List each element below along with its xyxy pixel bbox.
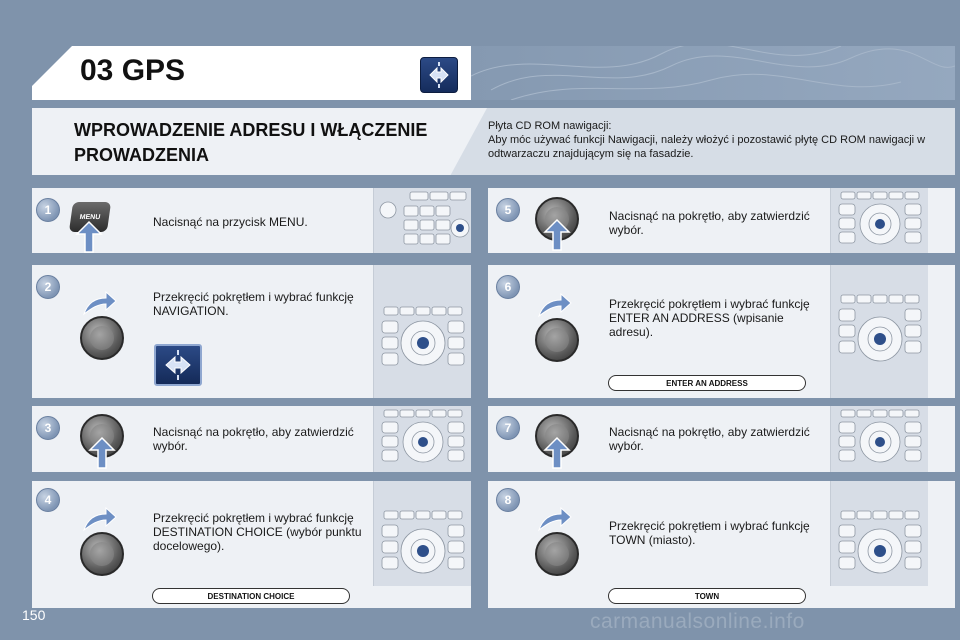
step-instruction: Nacisnąć na przycisk MENU.	[153, 215, 308, 229]
step-instruction: Nacisnąć na pokrętło, aby zatwierdzić wybór.	[609, 209, 810, 237]
note-body: Aby móc używać funkcji Nawigacji, należy włożyć i pozostawić płytę CD ROM nawigacji w odtwarzaczu znajdującym się na fasadzie.	[488, 134, 926, 160]
step-number-badge: 1	[36, 198, 60, 222]
note-title: Płyta CD ROM nawigacji:	[488, 120, 612, 132]
step-instruction: Przekręcić pokrętłem i wybrać funkcję ENTER AN ADDRESS (wpisanie adresu).	[609, 297, 810, 339]
header-decoration	[471, 46, 955, 100]
arrow-up-icon	[74, 220, 104, 259]
arrow-up-icon	[542, 218, 572, 257]
step-instruction: Przekręcić pokrętłem i wybrać funkcję TOWN (miasto).	[609, 519, 810, 547]
step-instruction: Przekręcić pokrętłem i wybrać funkcję DESTINATION CHOICE (wybór punktu docelowego).	[153, 511, 362, 553]
rotary-knob-illustration	[535, 318, 579, 362]
watermark: carmanualsonline.info	[590, 610, 805, 633]
cd-rom-note	[488, 119, 943, 161]
step-instruction: Nacisnąć na pokrętło, aby zatwierdzić wybór.	[153, 425, 354, 453]
radio-panel-image	[830, 265, 928, 398]
step-number-badge: 3	[36, 416, 60, 440]
town-label: TOWN	[608, 588, 806, 604]
step-instruction: Nacisnąć na pokrętło, aby zatwierdzić wybór.	[609, 425, 810, 453]
radio-panel-image	[373, 481, 471, 586]
page-title: 03 GPS	[80, 54, 186, 87]
radio-panel-image	[830, 188, 928, 253]
step-number-badge: 2	[36, 275, 60, 299]
destination-choice-label: DESTINATION CHOICE	[152, 588, 350, 604]
section-heading: WPROWADZENIE ADRESU I WŁĄCZENIE PROWADZENIA	[74, 120, 428, 165]
radio-panel-image	[830, 481, 928, 586]
arrow-up-icon	[542, 436, 572, 475]
radio-panel-image	[830, 406, 928, 472]
step-instruction: Przekręcić pokrętłem i wybrać funkcję NAVIGATION.	[153, 290, 354, 318]
page-number: 150	[22, 607, 46, 623]
step-number-badge: 8	[496, 488, 520, 512]
enter-an-address-label: ENTER AN ADDRESS	[608, 375, 806, 391]
navigation-arrow-icon	[420, 57, 458, 93]
radio-panel-image	[373, 188, 471, 253]
step-number-badge: 5	[496, 198, 520, 222]
rotary-knob-illustration	[80, 532, 124, 576]
navigation-arrow-icon	[154, 344, 202, 386]
step-number-badge: 7	[496, 416, 520, 440]
step-number-badge: 6	[496, 275, 520, 299]
step-number-badge: 4	[36, 488, 60, 512]
rotary-knob-illustration	[535, 532, 579, 576]
arrow-up-icon	[87, 436, 117, 475]
rotary-knob-illustration	[80, 316, 124, 360]
radio-panel-image	[373, 406, 471, 472]
radio-panel-image	[373, 265, 471, 398]
menu-button-illustration: MENU	[69, 202, 111, 232]
